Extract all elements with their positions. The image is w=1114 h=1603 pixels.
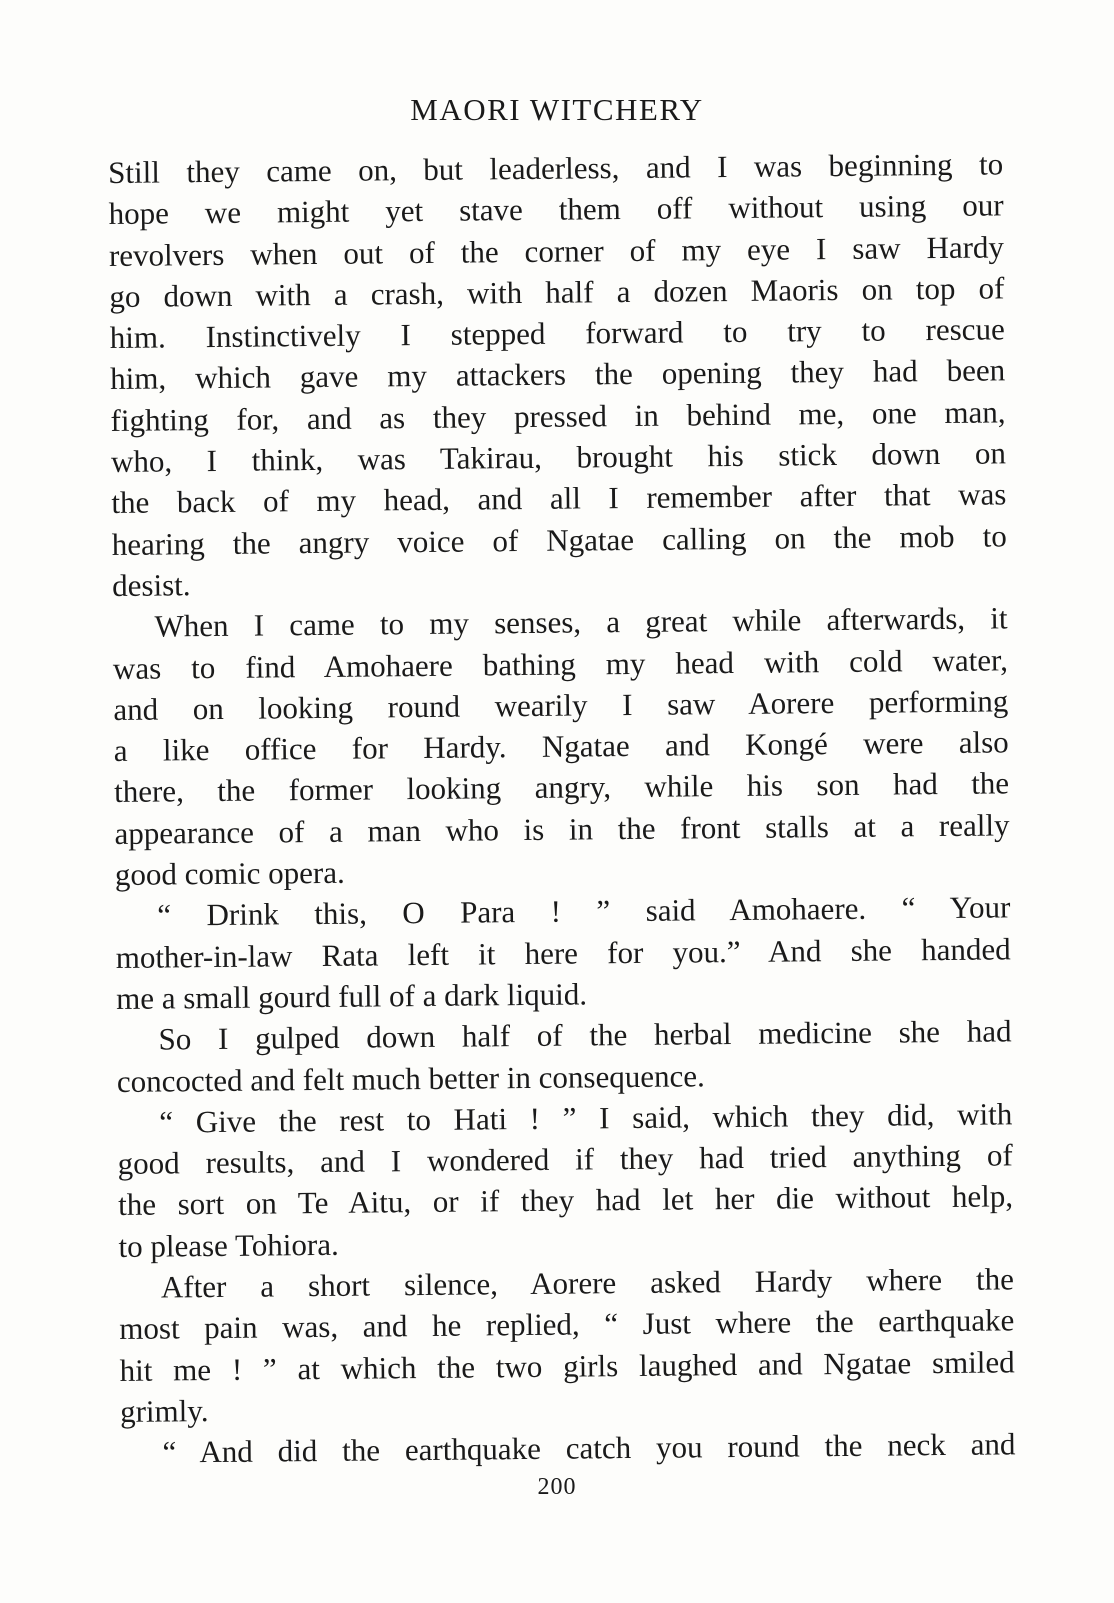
body-text xyxy=(108,143,1016,1473)
text-line: the back of my head, and all I remember after that was xyxy=(111,476,1007,521)
text-line: me a small gourd full of a dark liquid. xyxy=(115,976,588,1016)
text-line: So I gulped down half of the herbal medicine she had xyxy=(158,1013,1012,1057)
text-line: “ And did the earthquake catch you round the neck and xyxy=(162,1426,1016,1470)
text-line: After a short silence, Aorere asked Hardy where the xyxy=(160,1261,1015,1305)
text-line: him, which gave my attackers the opening they had been xyxy=(110,352,1006,397)
text-line: him. Instinctively I stepped forward to try to rescue xyxy=(109,311,1005,356)
text-line: “ Drink this, O Para ! ” said Amohaere. “ Your xyxy=(157,889,1011,933)
text-line: hearing the angry voice of Ngatae calling on the mob to xyxy=(111,518,1007,562)
text-line: concocted and felt much better in consequence. xyxy=(116,1057,705,1099)
text-line: most pain was, and he replied, “ Just where the earthquake xyxy=(119,1302,1015,1347)
text-line: grimly. xyxy=(119,1393,209,1429)
text-line: was to find Amohaere bathing my head with cold water, xyxy=(112,641,1009,686)
text-line: to please Tohiora. xyxy=(118,1226,339,1264)
text-line: good results, and I wondered if they had tried anything of xyxy=(117,1137,1013,1182)
text-line: there, the former looking angry, while his son had the xyxy=(113,765,1010,810)
text-line: desist. xyxy=(111,567,191,603)
text-line: the sort on Te Aitu, or if they had let her die without help, xyxy=(117,1178,1014,1223)
text-line: fighting for, and as they pressed in behind me, one man, xyxy=(110,394,1006,438)
text-line: mother-in-law Rata left it here for you.” And she handed xyxy=(115,931,1011,975)
text-line: and on looking round wearily I saw Aorere performing xyxy=(113,683,1009,727)
text-line: a like office for Hardy. Ngatae and Kongé were also xyxy=(113,724,1009,769)
text-line: hope we might yet stave them off without using our xyxy=(108,187,1004,232)
text-line: hit me ! ” at which the two girls laughed and Ngatae smiled xyxy=(119,1343,1015,1388)
text-line: who, I think, was Takirau, brought his stick down on xyxy=(110,435,1007,480)
text-line: appearance of a man who is in the front stalls at a really xyxy=(114,807,1010,851)
text-line: go down with a crash, with half a dozen Maoris on top of xyxy=(109,270,1005,314)
text-line: When I came to my senses, a great while afterwards, it xyxy=(154,600,1008,644)
page-number: 200 xyxy=(537,1474,577,1500)
text-line: revolvers when out of the corner of my eye I saw Hardy xyxy=(108,228,1005,273)
running-head: MAORI WITCHERY xyxy=(410,92,704,127)
text-line: good comic opera. xyxy=(114,854,345,893)
text-line: “ Give the rest to Hati ! ” I said, which they did, with xyxy=(159,1096,1013,1140)
text-line: Still they came on, but leaderless, and I was beginning to xyxy=(108,146,1004,190)
